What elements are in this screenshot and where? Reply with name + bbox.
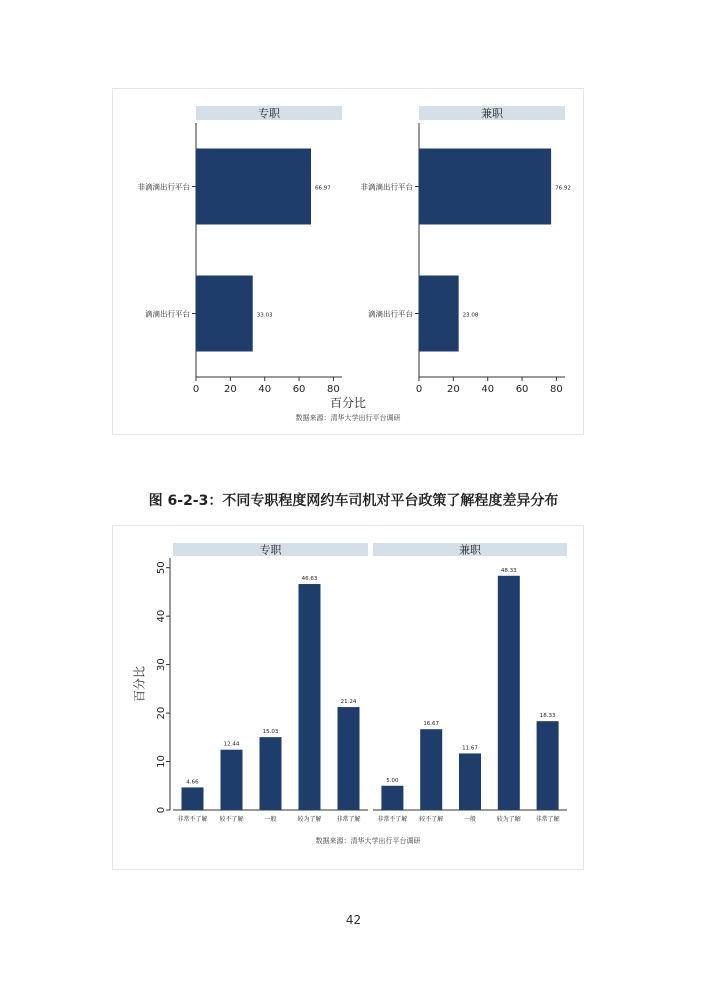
bar xyxy=(338,707,360,810)
bar-value-label: 5.00 xyxy=(386,777,399,784)
panel-title: 专职 xyxy=(259,543,282,557)
bar xyxy=(299,584,321,810)
x-tick-label: 20 xyxy=(446,384,460,395)
chart-horizontal xyxy=(113,89,583,434)
bar xyxy=(420,729,442,810)
category-label: 非滴滴出行平台 xyxy=(137,182,190,192)
bar-value-label: 18.33 xyxy=(539,713,556,720)
category-label: 非常不了解 xyxy=(177,816,208,823)
category-label: 较为了解 xyxy=(297,816,322,823)
source-note: 数据来源：清华大学出行平台调研 xyxy=(295,414,401,422)
y-tick-label: 20 xyxy=(156,706,167,720)
y-axis-title: 百分比 xyxy=(132,665,147,703)
bar-value-label: 76.92 xyxy=(555,185,571,192)
bar xyxy=(419,149,551,225)
bar xyxy=(459,753,481,810)
category-label: 滴滴出行平台 xyxy=(145,309,190,319)
category-label: 非滴滴出行平台 xyxy=(360,182,413,192)
y-tick-label: 50 xyxy=(156,561,167,575)
x-tick-label: 60 xyxy=(515,384,529,395)
bar-value-label: 4.66 xyxy=(186,779,199,786)
category-label: 滴滴出行平台 xyxy=(368,309,413,319)
bar-value-label: 15.03 xyxy=(262,729,279,736)
bar-value-label: 48.33 xyxy=(500,567,517,574)
category-label: 一般 xyxy=(463,816,477,823)
source-note: 数据来源：清华大学出行平台调研 xyxy=(315,837,421,845)
bar-value-label: 11.67 xyxy=(462,745,478,752)
bar-value-label: 66.97 xyxy=(315,185,331,192)
x-tick-label: 0 xyxy=(192,384,200,395)
bar-value-label: 21.24 xyxy=(340,699,357,706)
y-tick-label: 40 xyxy=(156,609,167,623)
x-tick-label: 0 xyxy=(415,384,423,395)
chart-vertical xyxy=(113,526,583,869)
panel-title: 专职 xyxy=(258,107,280,120)
category-label: 非常不了解 xyxy=(377,816,408,823)
bar-value-label: 16.67 xyxy=(423,721,440,728)
x-axis-title: 百分比 xyxy=(329,396,367,410)
bar-value-label: 46.63 xyxy=(301,576,318,583)
category-label: 较不了解 xyxy=(419,816,444,823)
bar xyxy=(260,737,282,810)
x-tick-label: 20 xyxy=(223,384,237,395)
x-tick-label: 40 xyxy=(258,384,272,395)
bar-value-label: 33.03 xyxy=(256,312,273,319)
x-tick-label: 80 xyxy=(550,384,563,395)
bar xyxy=(419,276,459,352)
category-label: 较不了解 xyxy=(219,816,244,823)
bar xyxy=(196,276,253,352)
x-tick-label: 80 xyxy=(327,384,340,395)
figure-vertical-bars xyxy=(112,525,584,870)
bar xyxy=(196,149,311,225)
bar xyxy=(498,576,520,810)
category-label: 非常了解 xyxy=(336,816,361,823)
bar xyxy=(182,787,204,810)
y-tick-label: 10 xyxy=(156,755,167,768)
x-tick-label: 40 xyxy=(481,384,495,395)
panel-title: 兼职 xyxy=(459,543,481,557)
bar xyxy=(221,750,243,810)
bar xyxy=(381,786,403,810)
category-label: 非常了解 xyxy=(535,816,560,823)
y-tick-label: 30 xyxy=(156,658,167,671)
figure-horizontal-bars xyxy=(112,88,584,435)
x-tick-label: 60 xyxy=(292,384,306,395)
bar xyxy=(537,721,559,810)
category-label: 一般 xyxy=(264,816,277,823)
bar-value-label: 12.44 xyxy=(223,741,240,748)
panel-title: 兼职 xyxy=(481,107,503,120)
page-number: 42 xyxy=(345,913,362,927)
y-tick-label: 0 xyxy=(156,806,167,814)
category-label: 较为了解 xyxy=(496,816,521,823)
figure-caption: 图 6-2-3：不同专职程度网约车司机对平台政策了解程度差异分布 xyxy=(148,493,559,509)
bar-value-label: 23.08 xyxy=(462,312,479,319)
